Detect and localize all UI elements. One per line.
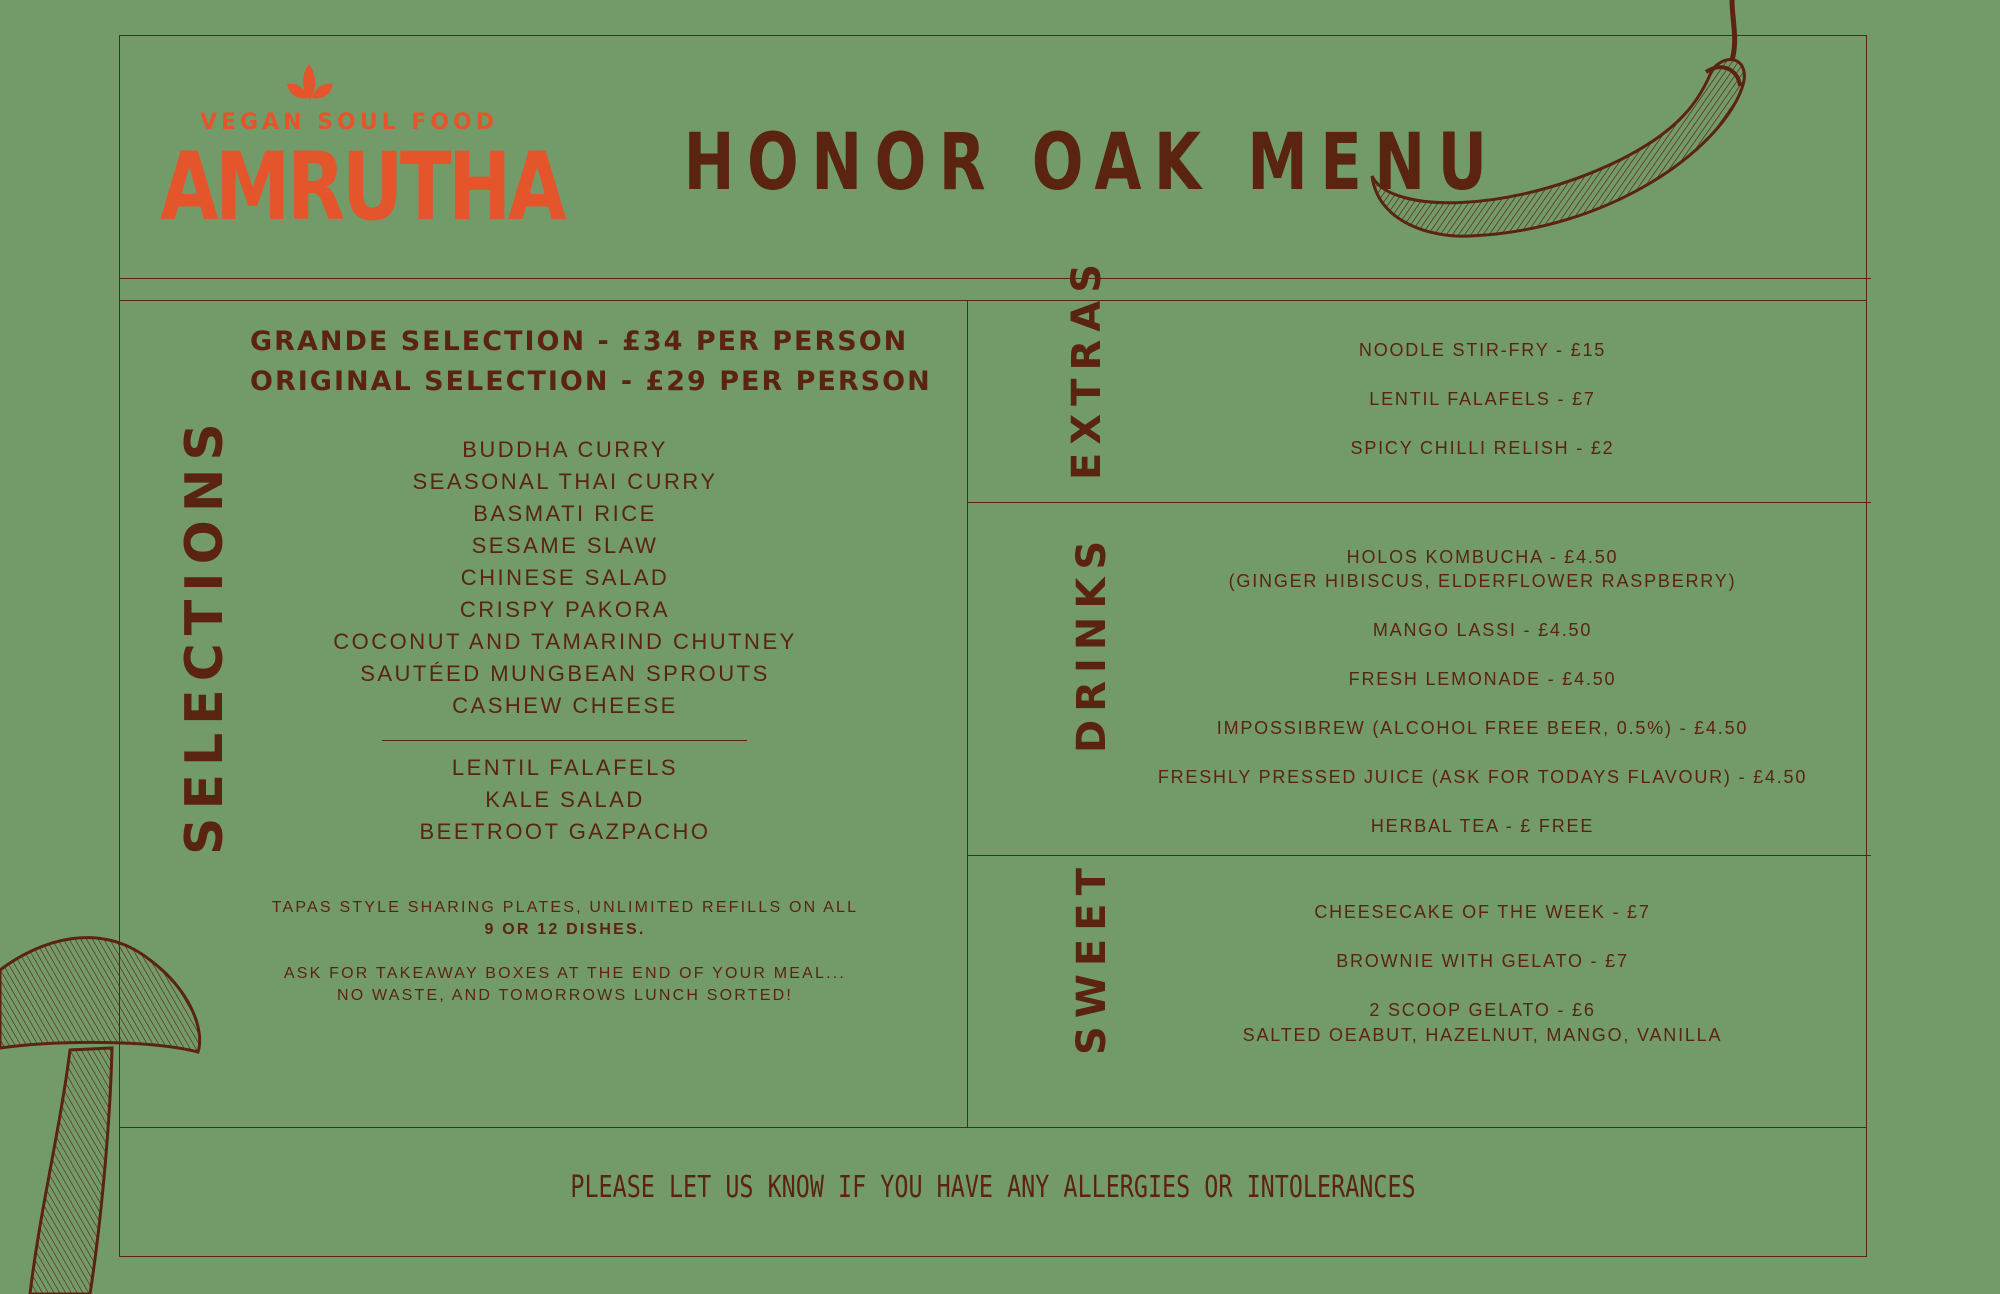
selections-separator	[382, 740, 747, 741]
list-item: IMPOSSIBREW (ALCOHOL FREE BEER, 0.5%) - £4.50	[1216, 718, 1749, 738]
list-item: SESAME SLAW	[471, 533, 659, 558]
grande-selection-price: GRANDE SELECTION - £34 PER PERSON	[250, 326, 909, 357]
list-item: MANGO LASSI - £4.50	[1372, 620, 1593, 640]
list-item: CASHEW CHEESE	[452, 693, 678, 718]
mushroom-illustration-icon	[0, 930, 210, 1294]
selections-extra-list	[250, 752, 880, 848]
list-item: SEASONAL THAI CURRY	[412, 469, 718, 494]
list-item: LENTIL FALAFELS - £7	[1369, 389, 1596, 409]
sweet-label: SWEET	[1069, 860, 1115, 1055]
header-divider-bottom	[119, 300, 1867, 301]
drinks-divider	[967, 855, 1871, 856]
list-item: CHINESE SALAD	[460, 565, 670, 590]
list-item: BASMATI RICE	[473, 501, 657, 526]
sharing-note	[250, 897, 880, 941]
extras-label: EXTRAS	[1064, 255, 1110, 480]
list-item: NOODLE STIR-FRY - £15	[1358, 340, 1607, 360]
list-item: BEETROOT GAZPACHO	[419, 819, 711, 844]
list-item: HERBAL TEA - £ FREE	[1370, 816, 1595, 836]
selections-list	[250, 434, 880, 722]
extras-divider	[967, 502, 1871, 503]
list-item: BUDDHA CURRY	[462, 437, 668, 462]
list-item: 2 SCOOP GELATO - £6	[1369, 1000, 1596, 1020]
list-item: FRESHLY PRESSED JUICE (ASK FOR TODAYS FLAVOUR) - £4.50	[1157, 767, 1808, 787]
takeaway-note-line2: NO WASTE, AND TOMORROWS LUNCH SORTED!	[337, 987, 793, 1004]
takeaway-note-line1: ASK FOR TAKEAWAY BOXES AT THE END OF YOUR MEAL...	[283, 965, 847, 982]
leaf-logo-icon	[285, 60, 335, 104]
chilli-illustration-icon	[1360, 0, 1750, 250]
list-item: BROWNIE WITH GELATO - £7	[1336, 951, 1629, 971]
list-item: (GINGER HIBISCUS, ELDERFLOWER RASPBERRY)	[1228, 571, 1737, 591]
original-selection-price: ORIGINAL SELECTION - £29 PER PERSON	[250, 366, 932, 397]
column-divider	[967, 300, 968, 1128]
takeaway-note	[250, 963, 880, 1007]
list-item: KALE SALAD	[485, 787, 645, 812]
list-item: SALTED OEABUT, HAZELNUT, MANGO, VANILLA	[1242, 1025, 1723, 1045]
list-item: HOLOS KOMBUCHA - £4.50	[1346, 547, 1619, 567]
page-title: HONOR OAK MENU	[683, 118, 1500, 208]
header-divider-top	[119, 278, 1871, 279]
brand-logo	[160, 60, 564, 242]
sharing-note-line2: 9 OR 12 DISHES.	[484, 921, 646, 938]
list-item: LENTIL FALAFELS	[451, 755, 679, 780]
list-item: FRESH LEMONADE - £4.50	[1348, 669, 1617, 689]
sharing-note-line1: TAPAS STYLE SHARING PLATES, UNLIMITED REFILLS ON ALL	[271, 899, 859, 916]
list-item: SPICY CHILLI RELISH - £2	[1350, 438, 1615, 458]
footer-divider	[119, 1127, 1867, 1128]
list-item: SAUTÉED MUNGBEAN SPROUTS	[360, 661, 770, 686]
list-item: COCONUT AND TAMARIND CHUTNEY	[333, 629, 797, 654]
brand-name: AMRUTHA	[160, 132, 564, 242]
allergy-notice: PLEASE LET US KNOW IF YOU HAVE ANY ALLERGIES OR INTOLERANCES	[570, 1170, 1416, 1205]
brand-tagline: VEGAN SOUL FOOD	[200, 110, 498, 135]
drinks-label: DRINKS	[1069, 532, 1115, 753]
list-item: CHEESECAKE OF THE WEEK - £7	[1314, 902, 1651, 922]
selections-label: SELECTIONS	[175, 415, 235, 855]
list-item: CRISPY PAKORA	[459, 597, 671, 622]
